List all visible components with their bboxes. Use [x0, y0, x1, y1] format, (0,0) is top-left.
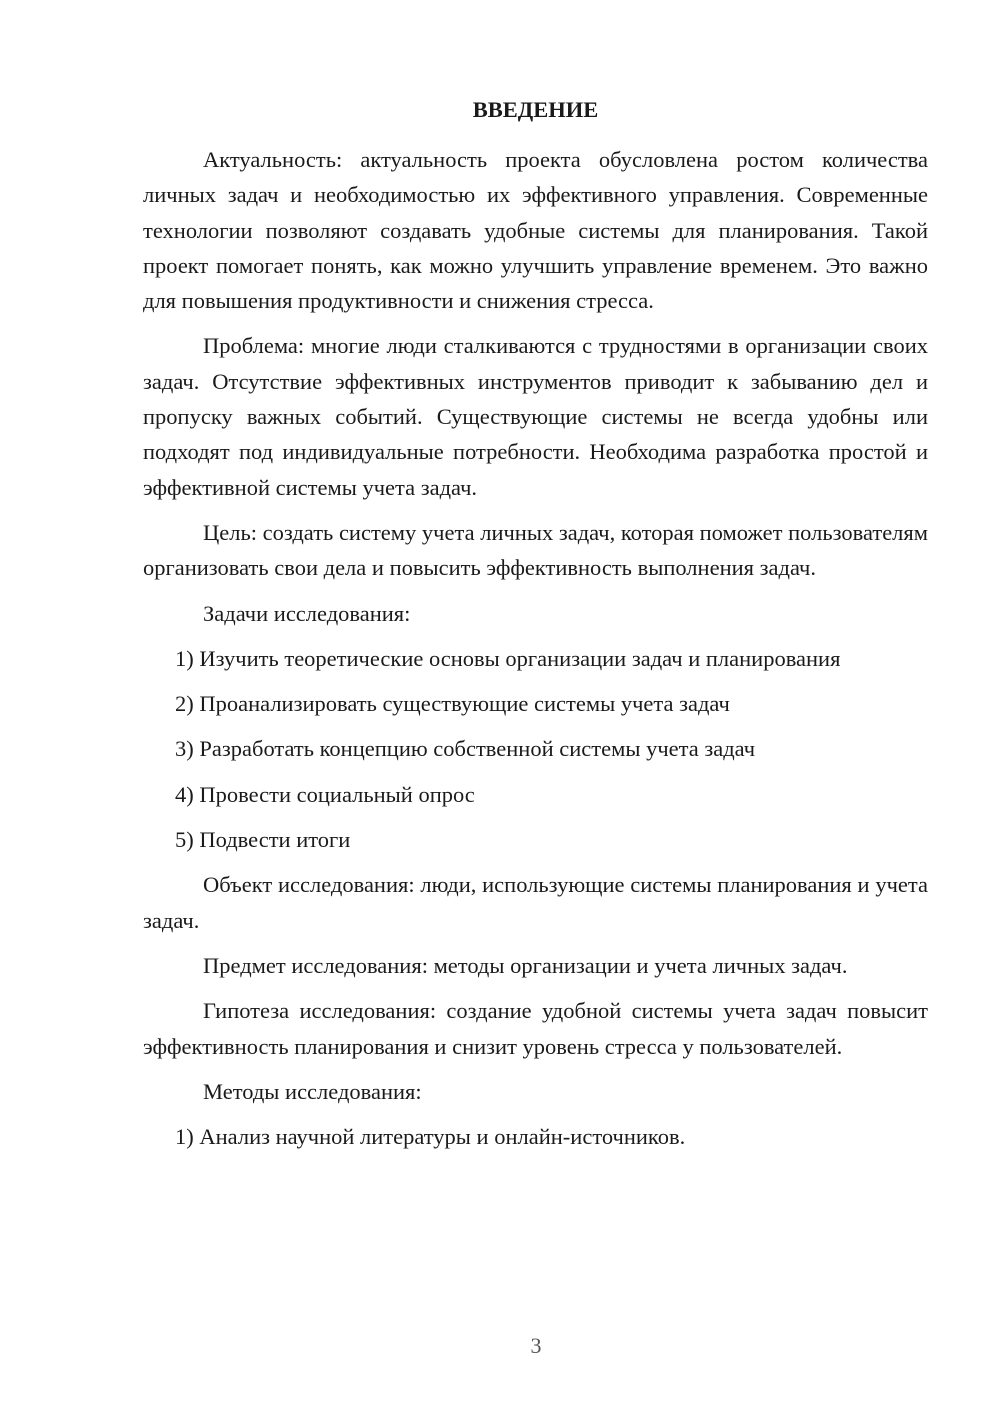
list-item: 3) Разработать концепцию собственной системы учета задач [175, 736, 756, 762]
page-title: ВВЕДЕНИЕ [472, 97, 599, 122]
list-item: 1) Изучить теоретические основы организации задач и планирования [175, 645, 841, 671]
list-item: 1) Анализ научной литературы и онлайн-источников. [175, 1124, 686, 1150]
paragraph-subject: Предмет исследования: методы организации и учета личных задач. [203, 952, 848, 978]
paragraph-problem: Проблема: многие люди сталкиваются с трудностями в организации своих задач. Отсутствие эффективных инструментов приводит к забыванию дел и пропуску важных событий. Существующие системы не всегда удобны или подходят под индивидуальные потребности. Необходима разработка простой и эффективной системы учета задач. [143, 333, 928, 500]
list-item: 5) Подвести итоги [175, 827, 351, 853]
tasks-list [143, 641, 928, 857]
paragraph-object: Объект исследования: люди, использующие системы планирования и учета задач. [143, 872, 928, 933]
methods-label: Методы исследования: [203, 1078, 422, 1104]
page-content [143, 92, 928, 1164]
list-item: 4) Провести социальный опрос [175, 781, 475, 807]
list-item: 2) Проанализировать существующие системы учета задач [175, 691, 730, 717]
paragraph-relevance: Актуальность: актуальность проекта обусловлена ростом количества личных задач и необходимостью их эффективного управления. Современные технологии позволяют создавать удобные системы для планирования. Такой проект помогает понять, как можно улучшить управление временем. Это важно для повышения продуктивности и снижения стресса. [143, 147, 928, 314]
paragraph-goal: Цель: создать систему учета личных задач, которая поможет пользователям организовать свои дела и повысить эффективность выполнения задач. [143, 519, 928, 581]
tasks-label: Задачи исследования: [203, 600, 411, 626]
methods-list [143, 1119, 928, 1154]
page-number: 3 [530, 1333, 542, 1358]
paragraph-hypothesis: Гипотеза исследования: создание удобной системы учета задач повысит эффективность планирования и снизит уровень стресса у пользователей. [143, 998, 928, 1059]
